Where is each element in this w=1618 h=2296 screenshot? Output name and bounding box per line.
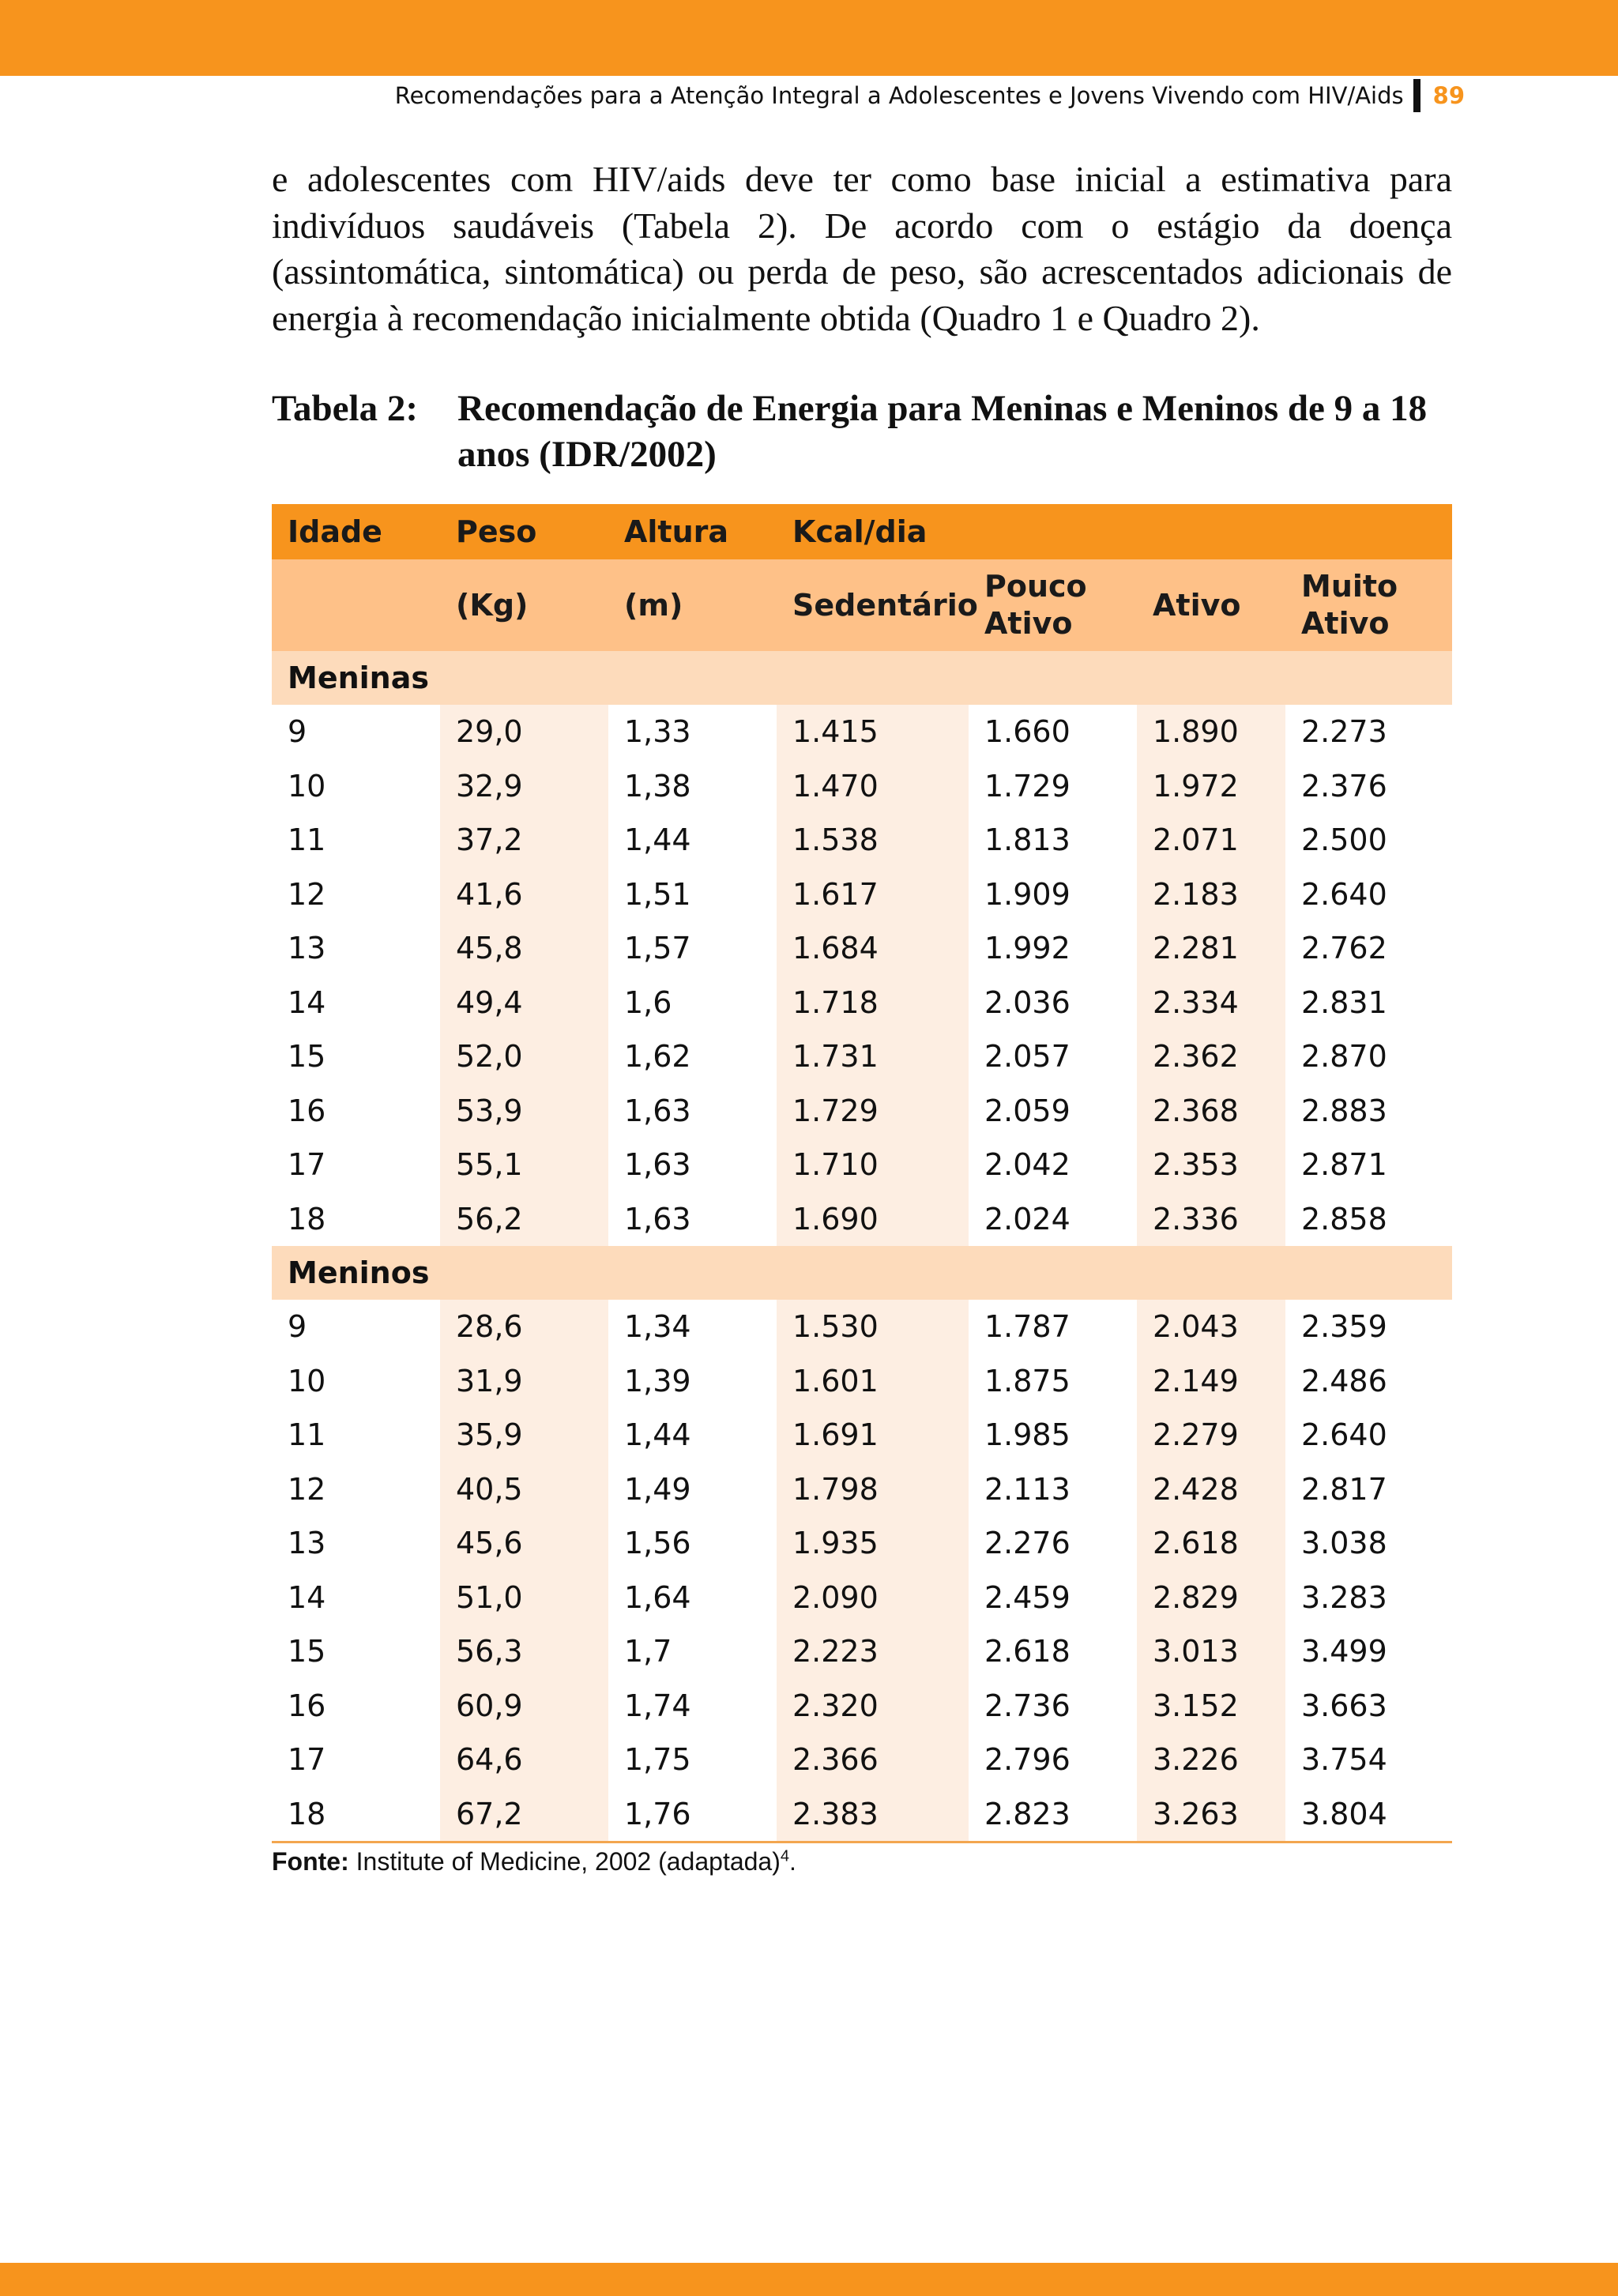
table-cell: 14 bbox=[288, 984, 326, 1020]
table-cell: 60,9 bbox=[440, 1679, 608, 1733]
table-cell: 1.601 bbox=[777, 1354, 969, 1409]
table-cell: 2.428 bbox=[1137, 1462, 1285, 1517]
table-cell: 41,6 bbox=[440, 868, 608, 922]
table-cell: 31,9 bbox=[440, 1354, 608, 1409]
table-cell: 2.071 bbox=[1137, 813, 1285, 868]
column-header: Idade bbox=[288, 514, 382, 549]
table-bottom-rule bbox=[272, 1841, 1452, 1843]
table-row bbox=[272, 1571, 1452, 1625]
source-superscript: 4 bbox=[780, 1847, 789, 1865]
table-cell: 3.263 bbox=[1137, 1787, 1285, 1842]
table-row bbox=[272, 759, 1452, 814]
table-cell: 2.334 bbox=[1137, 976, 1285, 1030]
table-cell: 1.660 bbox=[984, 714, 1071, 750]
column-subheader: (m) bbox=[624, 587, 683, 623]
table-cell: 2.500 bbox=[1301, 822, 1387, 858]
table-cell: 11 bbox=[288, 1417, 326, 1453]
table-cell: 2.831 bbox=[1301, 984, 1387, 1020]
running-title: Recomendações para a Atenção Integral a Adolescentes e Jovens Vivendo com HIV/Aids bbox=[394, 82, 1404, 109]
table-cell: 1,76 bbox=[624, 1796, 691, 1831]
table-row bbox=[272, 705, 1452, 759]
table-cell: 10 bbox=[288, 768, 326, 804]
table-cell: 37,2 bbox=[440, 813, 608, 868]
table-cell: 2.320 bbox=[777, 1679, 969, 1733]
header-row-secondary bbox=[272, 559, 1452, 651]
group-row bbox=[272, 1246, 1452, 1300]
table-cell: 3.663 bbox=[1301, 1688, 1387, 1723]
running-header bbox=[395, 79, 1465, 112]
table-cell: 1.875 bbox=[984, 1363, 1071, 1398]
table-cell: 15 bbox=[288, 1039, 326, 1075]
table-cell: 2.362 bbox=[1137, 1029, 1285, 1084]
table-source bbox=[272, 1847, 796, 1876]
table-cell: 1,34 bbox=[624, 1309, 691, 1345]
column-header: Kcal/dia bbox=[792, 514, 928, 549]
table-cell: 2.059 bbox=[984, 1093, 1071, 1128]
table-cell: 2.618 bbox=[1137, 1516, 1285, 1571]
table-cell: 1,63 bbox=[624, 1093, 691, 1128]
body-paragraph: e adolescentes com HIV/aids deve ter como base inicial a estimativa para indivíduos saudáveis (Tabela 2). De acordo com o estágio da doença (assintomática, sintomática) ou perda de peso, são acrescentados adicionais de energia à recomendação inicialmente obtida (Quadro 1 e Quadro 2). bbox=[272, 159, 1452, 338]
table-cell: 45,8 bbox=[440, 921, 608, 976]
table-row bbox=[272, 1462, 1452, 1517]
table-cell: 16 bbox=[288, 1093, 326, 1128]
table-cell: 9 bbox=[288, 1309, 307, 1345]
table-cell: 1,6 bbox=[624, 984, 672, 1020]
table-cell: 3.038 bbox=[1301, 1526, 1387, 1561]
table-cell: 13 bbox=[288, 931, 326, 966]
table-cell: 1,7 bbox=[624, 1634, 672, 1669]
group-label: Meninas bbox=[288, 661, 429, 695]
table-cell: 53,9 bbox=[440, 1084, 608, 1139]
table-row bbox=[272, 1624, 1452, 1679]
table-cell: 2.273 bbox=[1301, 714, 1387, 750]
table-cell: 2.736 bbox=[984, 1688, 1071, 1723]
table-cell: 1,63 bbox=[624, 1147, 691, 1183]
table-cell: 3.499 bbox=[1301, 1634, 1387, 1669]
table-cell: 2.024 bbox=[984, 1201, 1071, 1236]
table-row bbox=[272, 921, 1452, 976]
source-trailing: . bbox=[789, 1847, 796, 1876]
table-cell: 1,63 bbox=[624, 1201, 691, 1236]
table-cell: 29,0 bbox=[440, 705, 608, 759]
table-cell: 1.691 bbox=[777, 1408, 969, 1462]
table-cell: 2.090 bbox=[777, 1571, 969, 1625]
table-cell: 1.729 bbox=[777, 1084, 969, 1139]
column-header bbox=[1285, 504, 1452, 559]
table-row bbox=[272, 1084, 1452, 1139]
table-cell: 15 bbox=[288, 1634, 326, 1669]
table-cell: 2.149 bbox=[1137, 1354, 1285, 1409]
table-cell: 40,5 bbox=[440, 1462, 608, 1517]
top-orange-bar bbox=[0, 0, 1618, 76]
table-cell: 2.870 bbox=[1301, 1039, 1387, 1075]
table-cell: 2.279 bbox=[1137, 1408, 1285, 1462]
table-cell: 1.935 bbox=[777, 1516, 969, 1571]
table-cell: 1,51 bbox=[624, 876, 691, 912]
table-cell: 1,44 bbox=[624, 1417, 691, 1453]
table-cell: 2.353 bbox=[1137, 1138, 1285, 1192]
table-cell: 67,2 bbox=[440, 1787, 608, 1842]
table-cell: 1,57 bbox=[624, 931, 691, 966]
table-row bbox=[272, 1679, 1452, 1733]
table-row bbox=[272, 1138, 1452, 1192]
table-cell: 2.762 bbox=[1301, 931, 1387, 966]
table-cell: 17 bbox=[288, 1742, 326, 1778]
header-separator bbox=[1413, 79, 1420, 112]
table-cell: 2.336 bbox=[1137, 1192, 1285, 1247]
table-row bbox=[272, 1192, 1452, 1247]
table-cell: 32,9 bbox=[440, 759, 608, 814]
table-row bbox=[272, 1516, 1452, 1571]
table-cell: 1.729 bbox=[984, 768, 1071, 804]
table-cell: 2.640 bbox=[1301, 876, 1387, 912]
group-row bbox=[272, 651, 1452, 705]
table-cell: 35,9 bbox=[440, 1408, 608, 1462]
table-cell: 1,33 bbox=[624, 714, 691, 750]
table-cell: 52,0 bbox=[440, 1029, 608, 1084]
table-row bbox=[272, 1408, 1452, 1462]
table-cell: 17 bbox=[288, 1147, 326, 1183]
table-cell: 3.804 bbox=[1301, 1796, 1387, 1831]
table-cell: 2.459 bbox=[984, 1579, 1071, 1615]
table-cell: 1.617 bbox=[777, 868, 969, 922]
table-cell: 1.813 bbox=[984, 822, 1071, 858]
table-row bbox=[272, 1787, 1452, 1842]
bottom-orange-bar bbox=[0, 2263, 1618, 2296]
table-cell: 1.710 bbox=[777, 1138, 969, 1192]
table-cell: 2.113 bbox=[984, 1471, 1071, 1507]
table-cell: 2.057 bbox=[984, 1039, 1071, 1075]
table-cell: 28,6 bbox=[440, 1300, 608, 1354]
column-subheader: Pouco Ativo bbox=[984, 569, 1087, 641]
column-subheader: Ativo bbox=[1153, 587, 1241, 623]
table-row bbox=[272, 813, 1452, 868]
table-cell: 1.798 bbox=[777, 1462, 969, 1517]
table-cell: 1.684 bbox=[777, 921, 969, 976]
table-cell: 1.731 bbox=[777, 1029, 969, 1084]
table-cell: 56,2 bbox=[440, 1192, 608, 1247]
table-cell: 64,6 bbox=[440, 1733, 608, 1787]
table-cell: 3.754 bbox=[1301, 1742, 1387, 1778]
table-cell: 1.909 bbox=[984, 876, 1071, 912]
table-cell: 2.036 bbox=[984, 984, 1071, 1020]
table-cell: 1.890 bbox=[1137, 705, 1285, 759]
table-cell: 49,4 bbox=[440, 976, 608, 1030]
table-cell: 1.992 bbox=[984, 931, 1071, 966]
table-cell: 1.972 bbox=[1137, 759, 1285, 814]
table-cell: 2.829 bbox=[1137, 1571, 1285, 1625]
caption-text: Recomendação de Energia para Meninas e Meninos de 9 a 18 anos (IDR/2002) bbox=[457, 388, 1428, 475]
table-cell: 2.823 bbox=[984, 1796, 1071, 1831]
table-cell: 1,38 bbox=[624, 768, 691, 804]
table-cell: 2.376 bbox=[1301, 768, 1387, 804]
table-cell: 2.359 bbox=[1301, 1309, 1387, 1345]
table-cell: 2.366 bbox=[777, 1733, 969, 1787]
table-cell: 1.718 bbox=[777, 976, 969, 1030]
table-row bbox=[272, 976, 1452, 1030]
table-cell: 2.276 bbox=[984, 1526, 1071, 1561]
source-text: Institute of Medicine, 2002 (adaptada) bbox=[356, 1847, 781, 1876]
table-cell: 2.640 bbox=[1301, 1417, 1387, 1453]
column-subheader: Muito Ativo bbox=[1301, 569, 1398, 641]
table-cell: 2.183 bbox=[1137, 868, 1285, 922]
table-row bbox=[272, 1733, 1452, 1787]
table-cell: 2.223 bbox=[777, 1624, 969, 1679]
table-cell: 2.796 bbox=[984, 1742, 1071, 1778]
table-cell: 1,49 bbox=[624, 1471, 691, 1507]
column-subheader: Sedentário bbox=[792, 587, 978, 623]
table-caption bbox=[272, 386, 1452, 477]
column-subheader: (Kg) bbox=[456, 587, 529, 623]
table-cell: 1.538 bbox=[777, 813, 969, 868]
table-cell: 1.787 bbox=[984, 1309, 1071, 1345]
table-cell: 3.283 bbox=[1301, 1579, 1387, 1615]
table-cell: 12 bbox=[288, 876, 326, 912]
column-header: Peso bbox=[456, 514, 537, 549]
table-cell: 2.042 bbox=[984, 1147, 1071, 1183]
table-row bbox=[272, 868, 1452, 922]
table-cell: 2.281 bbox=[1137, 921, 1285, 976]
table-cell: 16 bbox=[288, 1688, 326, 1723]
table-cell: 9 bbox=[288, 714, 307, 750]
table-cell: 1.690 bbox=[777, 1192, 969, 1247]
table-cell: 10 bbox=[288, 1363, 326, 1398]
table-cell: 13 bbox=[288, 1526, 326, 1561]
table-cell: 1,39 bbox=[624, 1363, 691, 1398]
column-subheader bbox=[272, 559, 440, 651]
table-cell: 1,62 bbox=[624, 1039, 691, 1075]
table-cell: 1.470 bbox=[777, 759, 969, 814]
table-cell: 12 bbox=[288, 1471, 326, 1507]
table-cell: 56,3 bbox=[440, 1624, 608, 1679]
header-row-primary bbox=[272, 504, 1452, 559]
table-cell: 51,0 bbox=[440, 1571, 608, 1625]
table-cell: 2.043 bbox=[1137, 1300, 1285, 1354]
energy-table bbox=[272, 504, 1452, 1843]
table-cell: 18 bbox=[288, 1201, 326, 1236]
table-row bbox=[272, 1029, 1452, 1084]
table-cell: 55,1 bbox=[440, 1138, 608, 1192]
table-cell: 11 bbox=[288, 822, 326, 858]
table-cell: 2.817 bbox=[1301, 1471, 1387, 1507]
table-cell: 2.871 bbox=[1301, 1147, 1387, 1183]
source-label: Fonte: bbox=[272, 1847, 349, 1876]
column-header: Altura bbox=[624, 514, 729, 549]
table-cell: 2.883 bbox=[1301, 1093, 1387, 1128]
table-cell: 14 bbox=[288, 1579, 326, 1615]
table-cell: 2.368 bbox=[1137, 1084, 1285, 1139]
page-number: 89 bbox=[1432, 82, 1465, 109]
table-cell: 2.858 bbox=[1301, 1201, 1387, 1236]
table-cell: 1,75 bbox=[624, 1742, 691, 1778]
table-cell: 1,64 bbox=[624, 1579, 691, 1615]
table-cell: 18 bbox=[288, 1796, 326, 1831]
table-cell: 45,6 bbox=[440, 1516, 608, 1571]
table-cell: 1.415 bbox=[777, 705, 969, 759]
table-cell: 1,74 bbox=[624, 1688, 691, 1723]
table-cell: 2.486 bbox=[1301, 1363, 1387, 1398]
table-cell: 3.226 bbox=[1137, 1733, 1285, 1787]
column-header bbox=[969, 504, 1137, 559]
caption-label: Tabela 2: bbox=[272, 388, 418, 429]
table-cell: 2.618 bbox=[984, 1634, 1071, 1669]
table-cell: 1,56 bbox=[624, 1526, 691, 1561]
table-cell: 2.383 bbox=[777, 1787, 969, 1842]
table-row bbox=[272, 1354, 1452, 1409]
table-cell: 1.985 bbox=[984, 1417, 1071, 1453]
table-cell: 1.530 bbox=[777, 1300, 969, 1354]
table-row bbox=[272, 1300, 1452, 1354]
group-label: Meninos bbox=[288, 1255, 430, 1290]
table-cell: 1,44 bbox=[624, 822, 691, 858]
table-cell: 3.013 bbox=[1137, 1624, 1285, 1679]
column-header bbox=[1137, 504, 1285, 559]
table-cell: 3.152 bbox=[1137, 1679, 1285, 1733]
